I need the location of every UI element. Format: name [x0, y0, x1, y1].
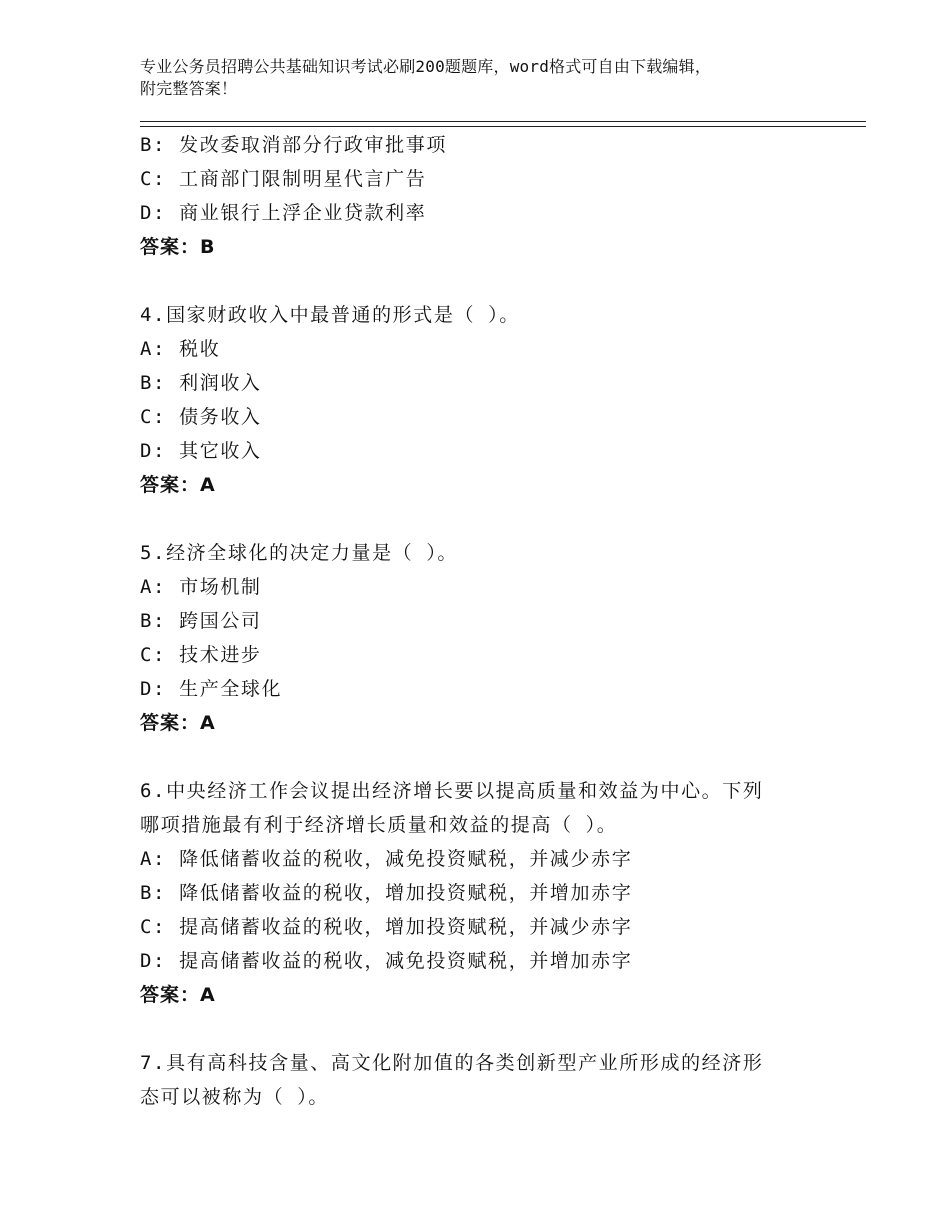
question-stem: 5.经济全球化的决定力量是（ ）。	[140, 542, 459, 564]
question-stem-line-1: 7.具有高科技含量、高文化附加值的各类创新型产业所形成的经济形	[140, 1052, 764, 1074]
option-a: A: 税收	[140, 338, 221, 360]
option-d: D: 商业银行上浮企业贷款利率	[140, 202, 427, 224]
option-d: D: 生产全球化	[140, 678, 283, 700]
question-block-4	[140, 298, 840, 502]
answer-label: 答案：B	[140, 236, 216, 258]
option-d: D: 其它收入	[140, 440, 262, 462]
page-header	[140, 56, 830, 100]
question-block-6	[140, 774, 840, 1012]
question-block-5	[140, 536, 840, 740]
option-c: C: 工商部门限制明星代言广告	[140, 168, 427, 190]
header-divider	[140, 121, 866, 127]
answer-label: 答案：A	[140, 984, 216, 1006]
question-stem: 4.国家财政收入中最普通的形式是（ ）。	[140, 304, 520, 326]
option-c: C: 提高储蓄收益的税收，增加投资赋税，并减少赤字	[140, 916, 633, 938]
question-stem-line-1: 6.中央经济工作会议提出经济增长要以提高质量和效益为中心。下列	[140, 780, 764, 802]
question-block-7	[140, 1046, 840, 1114]
option-b: B: 降低储蓄收益的税收，增加投资赋税，并增加赤字	[140, 882, 633, 904]
question-stem-line-2: 态可以被称为（ ）。	[140, 1086, 329, 1108]
question-stem-line-2: 哪项措施最有利于经济增长质量和效益的提高（ ）。	[140, 814, 618, 836]
option-a: A: 市场机制	[140, 576, 262, 598]
answer-label: 答案：A	[140, 712, 216, 734]
option-a: A: 降低储蓄收益的税收，减免投资赋税，并减少赤字	[140, 848, 633, 870]
option-c: C: 技术进步	[140, 644, 262, 666]
option-b: B: 跨国公司	[140, 610, 262, 632]
header-line-2: 附完整答案！	[140, 79, 238, 98]
option-c: C: 债务收入	[140, 406, 262, 428]
answer-label: 答案：A	[140, 474, 216, 496]
option-b: B: 发改委取消部分行政审批事项	[140, 134, 447, 156]
header-line-1: 专业公务员招聘公共基础知识考试必刷200题题库，word格式可自由下载编辑，	[140, 57, 712, 76]
option-d: D: 提高储蓄收益的税收，减免投资赋税，并增加赤字	[140, 950, 633, 972]
question-block-3	[140, 128, 840, 264]
question-list	[140, 128, 840, 1114]
option-b: B: 利润收入	[140, 372, 262, 394]
